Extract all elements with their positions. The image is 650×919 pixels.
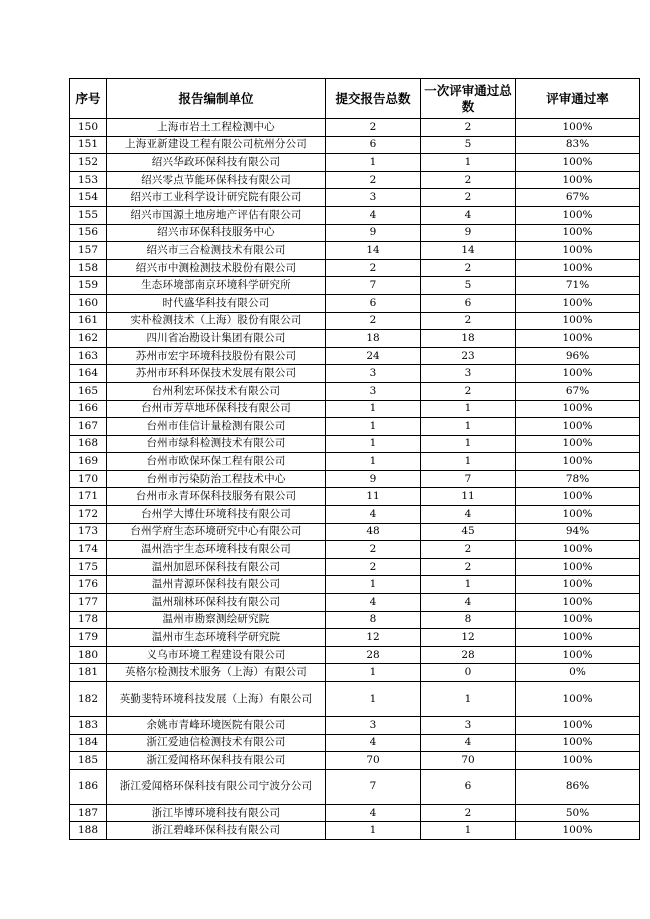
cell-passed: 1 xyxy=(421,400,516,418)
table-row xyxy=(70,189,640,207)
cell-index: 152 xyxy=(70,154,107,172)
cell-submitted: 1 xyxy=(326,435,421,453)
cell-unit: 温州加恩环保科技有限公司 xyxy=(107,558,326,576)
table-header-row xyxy=(70,79,640,119)
table-row xyxy=(70,682,640,717)
cell-submitted: 9 xyxy=(326,224,421,242)
cell-passed: 2 xyxy=(421,804,516,822)
cell-unit: 英勤斐特环境科技发展（上海）有限公司 xyxy=(107,682,326,717)
cell-pass-rate: 100% xyxy=(516,558,640,576)
cell-pass-rate: 100% xyxy=(516,541,640,559)
cell-passed: 0 xyxy=(421,664,516,682)
table-row xyxy=(70,206,640,224)
cell-index: 159 xyxy=(70,277,107,295)
table-row xyxy=(70,734,640,752)
cell-unit: 绍兴市中测检测技术股份有限公司 xyxy=(107,259,326,277)
table-body xyxy=(70,119,640,840)
cell-passed: 4 xyxy=(421,506,516,524)
cell-index: 188 xyxy=(70,822,107,840)
cell-index: 169 xyxy=(70,453,107,471)
cell-submitted: 4 xyxy=(326,804,421,822)
cell-index: 174 xyxy=(70,541,107,559)
table-row xyxy=(70,136,640,154)
cell-submitted: 11 xyxy=(326,488,421,506)
cell-index: 187 xyxy=(70,804,107,822)
cell-pass-rate: 100% xyxy=(516,682,640,717)
cell-unit: 台州学府生态环境研究中心有限公司 xyxy=(107,523,326,541)
cell-passed: 1 xyxy=(421,418,516,436)
cell-unit: 绍兴市国源土地房地产评估有限公司 xyxy=(107,206,326,224)
cell-index: 186 xyxy=(70,769,107,804)
cell-pass-rate: 50% xyxy=(516,804,640,822)
cell-index: 156 xyxy=(70,224,107,242)
cell-unit: 温州瑞林环保科技有限公司 xyxy=(107,594,326,612)
cell-unit: 英格尔检测技术服务（上海）有限公司 xyxy=(107,664,326,682)
header-submitted: 提交报告总数 xyxy=(326,79,421,119)
cell-pass-rate: 100% xyxy=(516,435,640,453)
cell-pass-rate: 100% xyxy=(516,154,640,172)
table-row xyxy=(70,347,640,365)
cell-submitted: 4 xyxy=(326,206,421,224)
cell-passed: 5 xyxy=(421,136,516,154)
cell-index: 165 xyxy=(70,382,107,400)
cell-unit: 台州市绿科检测技术有限公司 xyxy=(107,435,326,453)
cell-pass-rate: 100% xyxy=(516,259,640,277)
cell-submitted: 1 xyxy=(326,154,421,172)
cell-unit: 浙江爱闻格环保科技有限公司宁波分公司 xyxy=(107,769,326,804)
cell-unit: 绍兴零点节能环保科技有限公司 xyxy=(107,171,326,189)
table-row xyxy=(70,717,640,735)
header-passed: 一次评审通过总数 xyxy=(421,79,516,119)
cell-unit: 苏州市宏宇环境科技股份有限公司 xyxy=(107,347,326,365)
cell-submitted: 1 xyxy=(326,822,421,840)
cell-unit: 台州利宏环保技术有限公司 xyxy=(107,382,326,400)
cell-submitted: 2 xyxy=(326,312,421,330)
cell-submitted: 3 xyxy=(326,365,421,383)
table-row xyxy=(70,435,640,453)
table-row xyxy=(70,594,640,612)
cell-unit: 台州市污染防治工程技术中心 xyxy=(107,470,326,488)
table-row xyxy=(70,400,640,418)
table-row xyxy=(70,171,640,189)
cell-pass-rate: 100% xyxy=(516,506,640,524)
cell-unit: 温州市勘察测绘研究院 xyxy=(107,611,326,629)
cell-pass-rate: 100% xyxy=(516,330,640,348)
table-row xyxy=(70,664,640,682)
cell-passed: 70 xyxy=(421,752,516,770)
cell-passed: 3 xyxy=(421,365,516,383)
table-row xyxy=(70,611,640,629)
cell-passed: 18 xyxy=(421,330,516,348)
cell-unit: 时代盛华科技有限公司 xyxy=(107,294,326,312)
cell-passed: 11 xyxy=(421,488,516,506)
cell-index: 185 xyxy=(70,752,107,770)
table-row xyxy=(70,259,640,277)
cell-index: 181 xyxy=(70,664,107,682)
cell-index: 157 xyxy=(70,242,107,260)
cell-submitted: 28 xyxy=(326,646,421,664)
cell-index: 175 xyxy=(70,558,107,576)
cell-passed: 45 xyxy=(421,523,516,541)
table-row xyxy=(70,769,640,804)
cell-pass-rate: 71% xyxy=(516,277,640,295)
cell-submitted: 24 xyxy=(326,347,421,365)
cell-unit: 上海亚新建设工程有限公司杭州分公司 xyxy=(107,136,326,154)
cell-index: 182 xyxy=(70,682,107,717)
cell-passed: 2 xyxy=(421,382,516,400)
table-row xyxy=(70,488,640,506)
cell-index: 153 xyxy=(70,171,107,189)
table-row xyxy=(70,629,640,647)
cell-passed: 12 xyxy=(421,629,516,647)
cell-passed: 1 xyxy=(421,682,516,717)
cell-pass-rate: 100% xyxy=(516,418,640,436)
cell-unit: 台州市芳草地环保科技有限公司 xyxy=(107,400,326,418)
cell-index: 168 xyxy=(70,435,107,453)
cell-pass-rate: 100% xyxy=(516,242,640,260)
cell-pass-rate: 100% xyxy=(516,594,640,612)
cell-pass-rate: 100% xyxy=(516,734,640,752)
cell-passed: 2 xyxy=(421,541,516,559)
cell-passed: 8 xyxy=(421,611,516,629)
cell-index: 161 xyxy=(70,312,107,330)
cell-unit: 绍兴市工业科学设计研究院有限公司 xyxy=(107,189,326,207)
table-row xyxy=(70,418,640,436)
table-row xyxy=(70,752,640,770)
cell-pass-rate: 67% xyxy=(516,382,640,400)
cell-pass-rate: 83% xyxy=(516,136,640,154)
table-row xyxy=(70,558,640,576)
cell-unit: 生态环境部南京环境科学研究所 xyxy=(107,277,326,295)
cell-unit: 台州学大博仕环境科技有限公司 xyxy=(107,506,326,524)
cell-index: 162 xyxy=(70,330,107,348)
cell-pass-rate: 100% xyxy=(516,611,640,629)
cell-index: 166 xyxy=(70,400,107,418)
cell-index: 154 xyxy=(70,189,107,207)
cell-submitted: 1 xyxy=(326,664,421,682)
cell-passed: 14 xyxy=(421,242,516,260)
table-row xyxy=(70,382,640,400)
cell-passed: 4 xyxy=(421,594,516,612)
cell-unit: 绍兴市三合检测技术有限公司 xyxy=(107,242,326,260)
cell-unit: 四川省冶勘设计集团有限公司 xyxy=(107,330,326,348)
cell-unit: 温州青源环保科技有限公司 xyxy=(107,576,326,594)
cell-unit: 温州市生态环境科学研究院 xyxy=(107,629,326,647)
cell-submitted: 3 xyxy=(326,189,421,207)
cell-pass-rate: 100% xyxy=(516,822,640,840)
table-row xyxy=(70,453,640,471)
cell-unit: 苏州市环科环保技术发展有限公司 xyxy=(107,365,326,383)
report-table xyxy=(69,78,640,840)
cell-index: 170 xyxy=(70,470,107,488)
cell-pass-rate: 100% xyxy=(516,171,640,189)
cell-unit: 台州市佳信计量检测有限公司 xyxy=(107,418,326,436)
cell-submitted: 2 xyxy=(326,259,421,277)
cell-submitted: 1 xyxy=(326,418,421,436)
cell-unit: 台州市欧保环保工程有限公司 xyxy=(107,453,326,471)
cell-passed: 1 xyxy=(421,154,516,172)
cell-pass-rate: 100% xyxy=(516,294,640,312)
cell-passed: 1 xyxy=(421,822,516,840)
header-pass-rate: 评审通过率 xyxy=(516,79,640,119)
cell-index: 178 xyxy=(70,611,107,629)
cell-submitted: 1 xyxy=(326,682,421,717)
cell-pass-rate: 100% xyxy=(516,576,640,594)
cell-passed: 1 xyxy=(421,435,516,453)
cell-submitted: 3 xyxy=(326,382,421,400)
table-row xyxy=(70,523,640,541)
cell-index: 183 xyxy=(70,717,107,735)
table-row xyxy=(70,224,640,242)
cell-submitted: 2 xyxy=(326,541,421,559)
table-row xyxy=(70,506,640,524)
cell-index: 177 xyxy=(70,594,107,612)
table-row xyxy=(70,119,640,137)
cell-submitted: 4 xyxy=(326,594,421,612)
cell-submitted: 7 xyxy=(326,277,421,295)
cell-submitted: 4 xyxy=(326,734,421,752)
cell-submitted: 2 xyxy=(326,171,421,189)
cell-pass-rate: 100% xyxy=(516,365,640,383)
table-row xyxy=(70,470,640,488)
cell-pass-rate: 100% xyxy=(516,752,640,770)
cell-pass-rate: 100% xyxy=(516,453,640,471)
cell-pass-rate: 0% xyxy=(516,664,640,682)
cell-pass-rate: 100% xyxy=(516,646,640,664)
cell-submitted: 2 xyxy=(326,558,421,576)
cell-pass-rate: 100% xyxy=(516,400,640,418)
cell-pass-rate: 100% xyxy=(516,206,640,224)
table-row xyxy=(70,804,640,822)
cell-submitted: 9 xyxy=(326,470,421,488)
table-row xyxy=(70,330,640,348)
cell-unit: 义乌市环境工程建设有限公司 xyxy=(107,646,326,664)
cell-unit: 余姚市青峰环境医院有限公司 xyxy=(107,717,326,735)
cell-pass-rate: 78% xyxy=(516,470,640,488)
cell-passed: 5 xyxy=(421,277,516,295)
cell-pass-rate: 94% xyxy=(516,523,640,541)
cell-passed: 9 xyxy=(421,224,516,242)
cell-index: 151 xyxy=(70,136,107,154)
table-row xyxy=(70,365,640,383)
cell-submitted: 14 xyxy=(326,242,421,260)
cell-unit: 温州浩宇生态环境科技有限公司 xyxy=(107,541,326,559)
cell-passed: 2 xyxy=(421,558,516,576)
cell-passed: 28 xyxy=(421,646,516,664)
cell-pass-rate: 86% xyxy=(516,769,640,804)
cell-submitted: 12 xyxy=(326,629,421,647)
cell-index: 155 xyxy=(70,206,107,224)
cell-submitted: 1 xyxy=(326,576,421,594)
cell-passed: 1 xyxy=(421,453,516,471)
cell-passed: 2 xyxy=(421,189,516,207)
cell-submitted: 1 xyxy=(326,453,421,471)
cell-submitted: 4 xyxy=(326,506,421,524)
cell-passed: 6 xyxy=(421,769,516,804)
cell-index: 172 xyxy=(70,506,107,524)
cell-passed: 4 xyxy=(421,734,516,752)
table-row xyxy=(70,242,640,260)
cell-index: 150 xyxy=(70,119,107,137)
cell-index: 160 xyxy=(70,294,107,312)
cell-passed: 6 xyxy=(421,294,516,312)
cell-unit: 上海市岩土工程检测中心 xyxy=(107,119,326,137)
cell-passed: 2 xyxy=(421,259,516,277)
cell-passed: 1 xyxy=(421,576,516,594)
cell-submitted: 2 xyxy=(326,119,421,137)
cell-passed: 23 xyxy=(421,347,516,365)
cell-index: 176 xyxy=(70,576,107,594)
cell-pass-rate: 100% xyxy=(516,717,640,735)
cell-index: 167 xyxy=(70,418,107,436)
table-row xyxy=(70,294,640,312)
cell-pass-rate: 100% xyxy=(516,224,640,242)
cell-pass-rate: 96% xyxy=(516,347,640,365)
cell-unit: 实朴检测技术（上海）股份有限公司 xyxy=(107,312,326,330)
table-row xyxy=(70,576,640,594)
table-row xyxy=(70,277,640,295)
cell-pass-rate: 100% xyxy=(516,119,640,137)
cell-index: 184 xyxy=(70,734,107,752)
cell-submitted: 6 xyxy=(326,294,421,312)
cell-index: 180 xyxy=(70,646,107,664)
cell-pass-rate: 100% xyxy=(516,629,640,647)
cell-submitted: 8 xyxy=(326,611,421,629)
cell-index: 163 xyxy=(70,347,107,365)
cell-pass-rate: 100% xyxy=(516,312,640,330)
cell-passed: 4 xyxy=(421,206,516,224)
cell-submitted: 6 xyxy=(326,136,421,154)
cell-unit: 绍兴华政环保科技有限公司 xyxy=(107,154,326,172)
cell-pass-rate: 67% xyxy=(516,189,640,207)
cell-passed: 2 xyxy=(421,171,516,189)
cell-unit: 浙江爱闻格环保科技有限公司 xyxy=(107,752,326,770)
cell-unit: 台州市永青环保科技服务有限公司 xyxy=(107,488,326,506)
cell-unit: 浙江爱迪信检测技术有限公司 xyxy=(107,734,326,752)
cell-index: 164 xyxy=(70,365,107,383)
cell-submitted: 18 xyxy=(326,330,421,348)
cell-index: 158 xyxy=(70,259,107,277)
cell-submitted: 3 xyxy=(326,717,421,735)
cell-passed: 2 xyxy=(421,119,516,137)
table-row xyxy=(70,541,640,559)
cell-index: 173 xyxy=(70,523,107,541)
cell-pass-rate: 100% xyxy=(516,488,640,506)
cell-submitted: 70 xyxy=(326,752,421,770)
table-row xyxy=(70,822,640,840)
cell-submitted: 48 xyxy=(326,523,421,541)
cell-passed: 3 xyxy=(421,717,516,735)
table-row xyxy=(70,646,640,664)
cell-submitted: 1 xyxy=(326,400,421,418)
table-row xyxy=(70,154,640,172)
cell-passed: 7 xyxy=(421,470,516,488)
table-row xyxy=(70,312,640,330)
header-unit: 报告编制单位 xyxy=(107,79,326,119)
header-index: 序号 xyxy=(70,79,107,119)
cell-submitted: 7 xyxy=(326,769,421,804)
cell-index: 179 xyxy=(70,629,107,647)
cell-unit: 绍兴市环保科技服务中心 xyxy=(107,224,326,242)
cell-index: 171 xyxy=(70,488,107,506)
cell-passed: 2 xyxy=(421,312,516,330)
cell-unit: 浙江毕博环境科技有限公司 xyxy=(107,804,326,822)
cell-unit: 浙江碧峰环保科技有限公司 xyxy=(107,822,326,840)
